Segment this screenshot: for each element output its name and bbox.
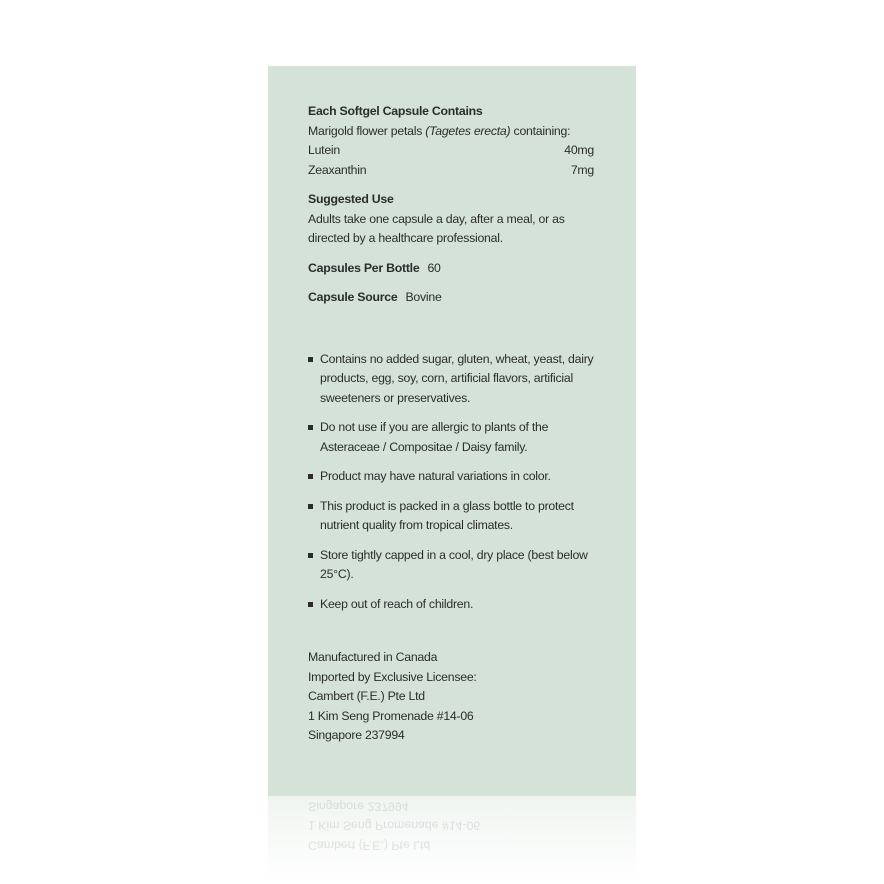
capsules-per-bottle-label: Capsules Per Bottle bbox=[308, 260, 420, 275]
capsules-per-bottle bbox=[308, 259, 594, 279]
contents-intro-prefix: Marigold flower petals bbox=[308, 123, 426, 138]
reflection-line: Cambert (F.E.) Pte Ltd bbox=[308, 838, 431, 853]
manufacturer-block bbox=[308, 648, 594, 746]
contents-intro bbox=[308, 122, 594, 142]
capsule-source-label: Capsule Source bbox=[308, 290, 398, 304]
reflection-line: 1 Kim Seng Promenade #14-06 bbox=[308, 819, 481, 833]
label-content bbox=[308, 102, 594, 746]
suggested-use-heading: Suggested Use bbox=[308, 192, 394, 206]
product-box-back-panel bbox=[268, 66, 636, 796]
ingredient-name: Zeaxanthin bbox=[308, 162, 367, 177]
list-item: This product is packed in a glass bottle to protect nutrient quality from tropical climates. bbox=[308, 497, 594, 536]
capsule-source-value: Bovine bbox=[405, 290, 442, 304]
manufacturer-line: Cambert (F.E.) Pte Ltd bbox=[308, 689, 425, 703]
list-item: Product may have natural variations in color. bbox=[308, 467, 594, 487]
suggested-use-text: Adults take one capsule a day, after a meal, or as directed by a healthcare professional. bbox=[308, 211, 565, 245]
contents-intro-latin-name: (Tagetes erecta) bbox=[425, 123, 511, 138]
warnings-list bbox=[308, 350, 594, 615]
ingredient-amount: 40mg bbox=[564, 143, 594, 157]
box-reflection bbox=[268, 796, 636, 884]
capsule-source bbox=[308, 288, 594, 308]
reflection-line: Singapore 237994 bbox=[308, 799, 409, 814]
manufacturer-line: Imported by Exclusive Licensee: bbox=[308, 669, 477, 684]
list-item: Contains no added sugar, gluten, wheat, yeast, dairy products, egg, soy, corn, artificial flavors, artificial sweeteners or preservatives. bbox=[308, 350, 594, 409]
reflection-text bbox=[308, 796, 480, 855]
manufacturer-line: Singapore 237994 bbox=[308, 728, 405, 742]
contents-intro-suffix: containing: bbox=[510, 123, 571, 138]
ingredient-row bbox=[308, 141, 594, 161]
ingredient-name: Lutein bbox=[308, 143, 341, 157]
manufacturer-line: Manufactured in Canada bbox=[308, 650, 438, 664]
ingredient-row bbox=[308, 161, 594, 181]
contents-heading: Each Softgel Capsule Contains bbox=[308, 104, 483, 118]
manufacturer-line: 1 Kim Seng Promenade #14-06 bbox=[308, 708, 474, 723]
list-item: Keep out of reach of children. bbox=[308, 595, 594, 615]
list-item: Store tightly capped in a cool, dry place (best below 25°C). bbox=[308, 546, 594, 585]
ingredient-amount: 7mg bbox=[570, 162, 594, 177]
capsules-per-bottle-value: 60 bbox=[427, 260, 441, 275]
list-item: Do not use if you are allergic to plants of the Asteraceae / Compositae / Daisy family. bbox=[308, 418, 594, 457]
